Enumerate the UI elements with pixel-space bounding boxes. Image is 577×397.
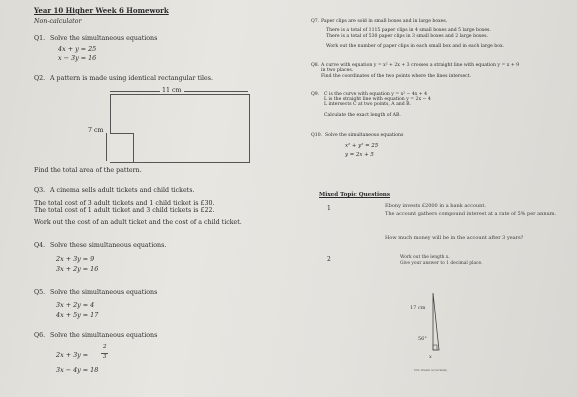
q3-label: Q3. xyxy=(34,187,46,194)
q2-label: Q2. xyxy=(34,75,46,82)
q8-line1: in two places. xyxy=(321,68,354,73)
q7-line1: There is a total of 1115 paper clips in 4 small boxes and 5 large boxes. xyxy=(326,28,491,33)
q7-label: Q7. xyxy=(311,19,320,24)
q8-ask: Find the coordinates of the two points where the lines intersect. xyxy=(321,74,472,79)
q8-text: A curve with equation y = x² + 2x + 3 crosses a straight line with equation y = x + 9 xyxy=(321,63,520,68)
tile-pattern-notch xyxy=(110,133,134,162)
q5-text: Solve the simultaneous equations xyxy=(50,289,158,296)
mixed-q1-ask: How much money will be in the account after 3 years? xyxy=(385,235,524,241)
q1-eq1: 4x + y = 25 xyxy=(58,45,97,53)
mixed-q2-number: 2 xyxy=(327,256,331,263)
mixed-q1-line1: Ebony invests £2000 in a bank account. xyxy=(385,203,486,209)
triangle-x-label: x xyxy=(429,354,432,360)
q1-text: Solve the simultaneous equations xyxy=(50,35,158,42)
dimension-width-label: 11 cm xyxy=(162,87,182,94)
q10-text: Solve the simultaneous equations xyxy=(325,133,404,138)
q6-eq1-left: 2x + 3y = xyxy=(56,351,89,359)
q10-label: Q10. xyxy=(311,133,323,138)
q6-eq1-denominator: 3 xyxy=(103,354,107,360)
q6-eq2: 3x − 4y = 18 xyxy=(56,366,99,374)
q6-text: Solve the simultaneous equations xyxy=(50,332,158,339)
q7-line2: There is a total of 530 paper clips in 3 small boxes and 2 large boxes. xyxy=(326,34,488,39)
q5-eq2: 4x + 5y = 17 xyxy=(56,311,99,319)
mixed-topic-heading: Mixed Topic Questions xyxy=(319,192,391,198)
q3-ask: Work out the cost of an adult ticket and the cost of a child ticket. xyxy=(34,219,242,226)
q7-text: Paper clips are sold in small boxes and in large boxes. xyxy=(321,19,448,24)
q7-ask: Work out the number of paper clips in each small box and in each large box. xyxy=(326,44,505,49)
mixed-q2-line1: Work out the length x. xyxy=(400,255,450,260)
q4-eq2: 3x + 2y = 16 xyxy=(56,265,99,273)
q2-text: A pattern is made using identical rectangular tiles. xyxy=(50,75,213,82)
mixed-q1-line2: The account gathers compound interest at a rate of 5% per annum. xyxy=(385,211,557,217)
mixed-q1-number: 1 xyxy=(327,205,331,212)
q1-eq2: x − 3y = 16 xyxy=(58,54,97,62)
q3-text: A cinema sells adult tickets and child tickets. xyxy=(50,187,195,194)
q3-line2: The total cost of 1 adult ticket and 3 child tickets is £22. xyxy=(34,207,215,214)
q9-ask: Calculate the exact length of AB. xyxy=(324,113,401,118)
triangle-outline xyxy=(433,293,439,350)
q1-label: Q1. xyxy=(34,35,46,42)
dimension-height-label: 7 cm xyxy=(88,127,104,134)
q8-label: Q8. xyxy=(311,63,320,68)
triangle-angle-label: 56° xyxy=(418,336,427,342)
q5-label: Q5. xyxy=(34,289,46,296)
q5-eq1: 3x + 2y = 4 xyxy=(56,301,95,309)
right-angle-marker xyxy=(433,345,437,350)
height-dimension-line xyxy=(106,133,107,161)
q9-line2: L is the straight line with equation y = 2x − 4 xyxy=(324,97,431,102)
q3-line1: The total cost of 3 adult tickets and 1 child ticket is £30. xyxy=(34,200,215,207)
q6-label: Q6. xyxy=(34,332,46,339)
q4-text: Solve these simultaneous equations. xyxy=(50,242,167,249)
q4-label: Q4. xyxy=(34,242,46,249)
mixed-q2-line2: Give your answer to 1 decimal place. xyxy=(400,261,483,266)
triangle-side-label: 17 cm xyxy=(410,305,426,311)
q10-eq2: y = 2x + 5 xyxy=(345,152,374,158)
q6-eq1-numerator: 2 xyxy=(103,344,107,350)
q9-label: Q9. xyxy=(311,92,320,97)
q9-line3: L intersects C at two points, A and B. xyxy=(324,102,412,107)
q10-eq1: x² + y² = 25 xyxy=(345,143,379,149)
page-subtitle: Non-calculator xyxy=(34,18,82,25)
q4-eq1: 2x + 3y = 9 xyxy=(56,255,95,263)
q9-line1: C is the curve with equation y = x² − 4x + 4 xyxy=(324,92,428,97)
page-title: Year 10 Higher Week 6 Homework xyxy=(34,6,169,15)
right-triangle-diagram xyxy=(412,290,452,380)
q2-ask: Find the total area of the pattern. xyxy=(34,167,142,174)
not-drawn-accurately-note: Not drawn accurately xyxy=(414,368,448,372)
